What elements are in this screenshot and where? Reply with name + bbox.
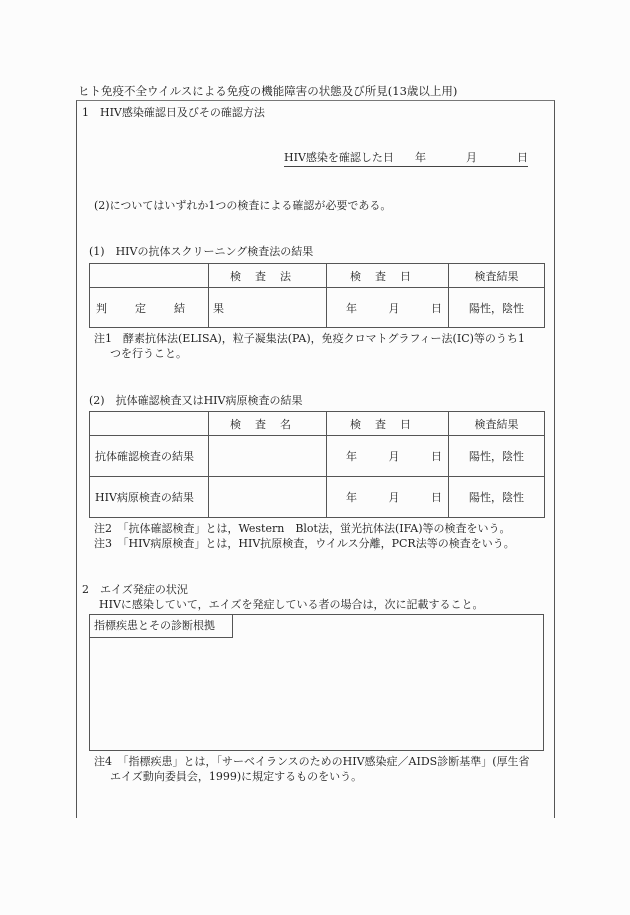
confirmation-table [89,411,545,518]
note-4: 注4 「指標疾患」とは，「サーベイランスのためのHIV感染症／AIDS診断基準」(厚生省 [94,755,530,768]
row-label: 判定結果 [90,288,209,328]
row-label: HIV病原検査の結果 [90,477,209,518]
section1-instruction: (2)についてはいずれか1つの検査による確認が必要である。 [94,199,392,212]
note-3: 注3 「HIV病原検査」とは，HIV抗原検査，ウイルス分離，PCR法等の検査をいう。 [94,537,515,550]
note-4-continued: エイズ動向委員会，1999)に規定するものをいう。 [110,770,363,783]
row-label: 抗体確認検査の結果 [90,436,209,477]
test-name-field[interactable] [209,477,327,518]
result-options[interactable]: 陽性，陰性 [449,436,545,477]
month-label: 月 [388,450,400,463]
year-label: 年 [346,450,357,463]
confirm-year-label: 年 [415,151,426,164]
table-header-row [90,264,545,288]
day-label: 日 [431,450,442,463]
date-field[interactable] [327,477,449,518]
year-label: 年 [346,491,357,504]
month-label: 月 [388,491,400,504]
month-label: 月 [388,301,400,315]
day-label: 日 [431,301,442,315]
table-row [90,288,545,328]
header-cell-empty [90,264,209,288]
confirm-date-label: HIV感染を確認した日 [284,151,394,164]
note-2: 注2 「抗体確認検査」とは，Western Blot法，蛍光抗体法(IFA)等の検査をいう。 [94,522,511,535]
test-name-field[interactable] [209,436,327,477]
indicator-disease-box[interactable] [89,614,544,751]
note-1-continued: つを行うこと。 [110,347,187,360]
year-label: 年 [346,301,357,315]
indicator-disease-label: 指標疾患とその診断根拠 [90,615,233,638]
result-options[interactable]: 陽性，陰性 [449,477,545,518]
header-cell-test-name: 検査名 [209,412,327,436]
day-label: 日 [431,491,442,504]
date-field[interactable] [327,436,449,477]
confirm-month-label: 月 [466,151,477,164]
document-title: ヒト免疫不全ウイルスによる免疫の機能障害の状態及び所見(13歳以上用) [78,84,458,98]
header-cell-result: 検査結果 [449,412,545,436]
section2-instruction: HIVに感染していて，エイズを発症している者の場合は，次に記載すること。 [99,598,484,611]
header-cell-date: 検査日 [327,264,449,288]
result-options[interactable]: 陽性，陰性 [449,288,545,328]
header-cell-date: 検査日 [327,412,449,436]
section1-heading: 1 HIV感染確認日及びその確認方法 [82,106,265,119]
header-cell-empty [90,412,209,436]
confirm-date-line[interactable] [284,151,528,167]
note-1: 注1 酵素抗体法(ELISA)，粒子凝集法(PA)，免疫クロマトグラフィー法(IC)等のうち1 [94,332,525,345]
header-cell-result: 検査結果 [449,264,545,288]
confirm-day-label: 日 [517,151,528,164]
confirmation-heading: (2) 抗体確認検査又はHIV病原検査の結果 [89,394,303,407]
screening-heading: (1) HIVの抗体スクリーニング検査法の結果 [89,245,314,258]
date-field[interactable] [327,288,449,328]
table-row [90,477,545,518]
screening-table [89,263,545,328]
header-cell-method: 検査法 [209,264,327,288]
table-row [90,436,545,477]
section2-heading: 2 エイズ発症の状況 [82,583,188,596]
table-header-row [90,412,545,436]
